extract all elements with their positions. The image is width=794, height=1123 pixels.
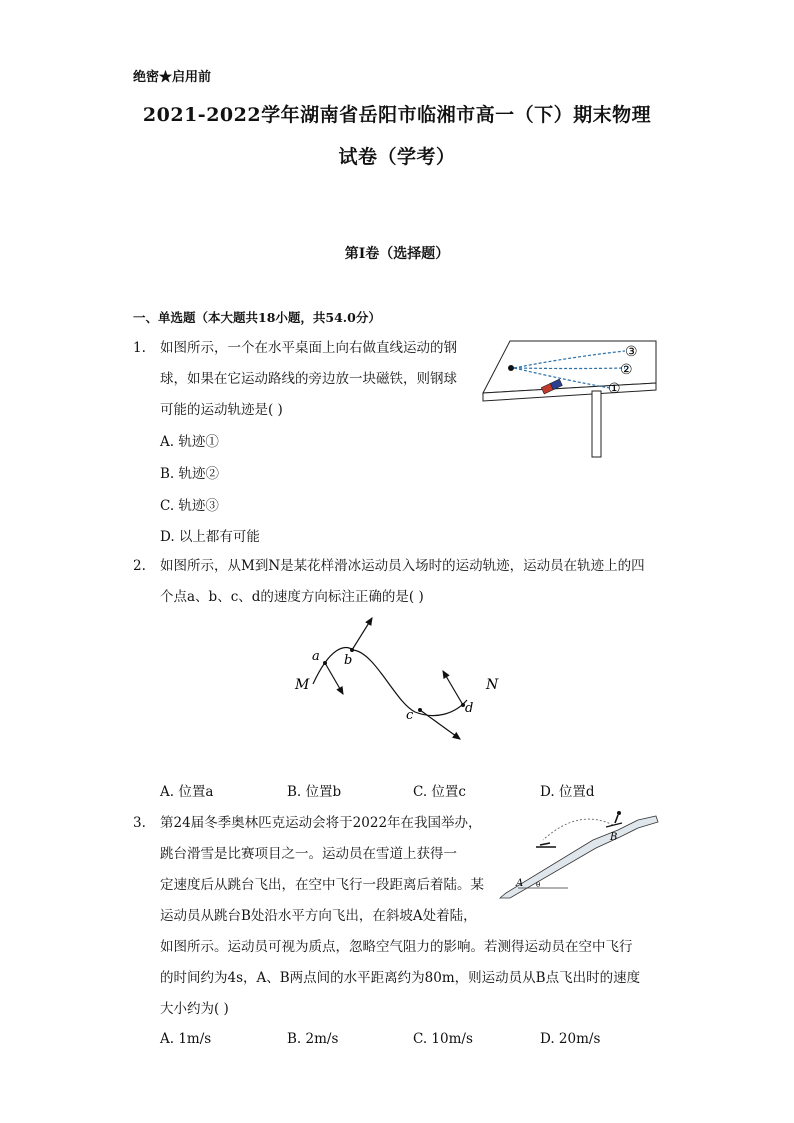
figure-label: ③ <box>625 344 638 360</box>
question-2-text <box>160 551 645 613</box>
figure-skating-path <box>285 612 510 747</box>
figure-ski-jump <box>498 810 663 905</box>
question-1-text <box>160 333 457 426</box>
section-title: 第I卷（选择题） <box>344 246 450 262</box>
option-d[interactable]: D. 位置d <box>540 784 595 800</box>
question-text-line: 个点a、b、c、d的速度方向标注正确的是( ) <box>160 589 424 605</box>
figure-label: c <box>406 708 414 723</box>
figure-label: d <box>465 701 474 716</box>
figure-label: M <box>295 677 310 693</box>
page-title-line2: 试卷（学考） <box>338 146 456 168</box>
option-d[interactable]: D. 以上都有可能 <box>160 529 260 545</box>
figure-table-magnet <box>480 335 665 460</box>
question-text-line: 如图所示，一个在水平桌面上向右做直线运动的钢 <box>160 340 457 356</box>
question-number: 2. <box>133 558 146 574</box>
option-a[interactable]: A. 轨迹① <box>160 434 219 450</box>
question-text-line: 第24届冬季奥林匹克运动会将于2022年在我国举办， <box>160 815 482 831</box>
figure-label: b <box>344 653 353 668</box>
question-text-line: 定速度后从跳台飞出，在空中飞行一段距离后着陆。某 <box>160 877 484 893</box>
question-text-line: 大小约为( ) <box>160 1001 229 1017</box>
secret-label: 绝密★启用前 <box>133 70 212 85</box>
figure-label: N <box>486 677 499 693</box>
option-c[interactable]: C. 位置c <box>413 784 466 800</box>
question-text-line: 球，如果在它运动路线的旁边放一块磁铁，则钢球 <box>160 371 457 387</box>
question-text-line: 运动员从跳台B处沿水平方向飞出，在斜坡A处着陆， <box>160 908 477 924</box>
page-title-line1: 2021-2022学年湖南省岳阳市临湘市高一（下）期末物理 <box>142 104 652 126</box>
option-c[interactable]: C. 轨迹③ <box>160 498 219 514</box>
question-text-line: 如图所示，从M到N是某花样滑冰运动员入场时的运动轨迹，运动员在轨迹上的四 <box>160 558 645 574</box>
question-text-line: 的时间约为4s，A、B两点间的水平距离约为80m，则运动员从B点飞出时的速度 <box>160 970 641 986</box>
question-text-line: 可能的运动轨迹是( ) <box>160 402 283 418</box>
part-heading: 一、单选题（本大题共18小题，共54.0分） <box>133 310 381 325</box>
option-c[interactable]: C. 10m/s <box>413 1031 473 1047</box>
figure-label: A <box>516 878 524 889</box>
option-d[interactable]: D. 20m/s <box>540 1031 601 1047</box>
option-b[interactable]: B. 轨迹② <box>160 466 220 482</box>
figure-label: B <box>610 832 618 843</box>
option-a[interactable]: A. 位置a <box>160 784 214 800</box>
option-b[interactable]: B. 位置b <box>287 784 342 800</box>
figure-label: θ <box>536 881 541 889</box>
option-b[interactable]: B. 2m/s <box>287 1031 339 1047</box>
figure-label: ① <box>608 381 621 397</box>
question-text-line: 如图所示。运动员可视为质点，忽略空气阻力的影响。若测得运动员在空中飞行 <box>160 939 633 955</box>
figure-label: a <box>312 649 320 664</box>
question-number: 1. <box>133 340 146 356</box>
flying-skier-icon <box>536 843 556 847</box>
skier-icon <box>606 811 622 827</box>
option-a[interactable]: A. 1m/s <box>160 1031 212 1047</box>
figure-label: ② <box>620 362 633 378</box>
question-text-line: 跳台滑雪是比赛项目之一。运动员在雪道上获得一 <box>160 846 457 862</box>
question-number: 3. <box>133 815 146 831</box>
